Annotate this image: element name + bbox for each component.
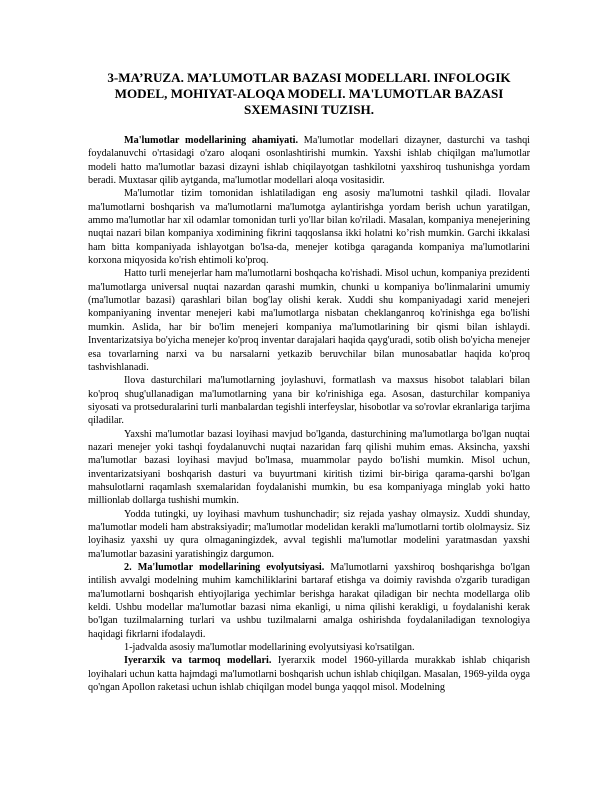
title-line-3: SXEMASINI TUZISH. xyxy=(243,102,374,117)
paragraph-8-text: 1-jadvalda asosiy ma'lumotlar modellarining evolyutsiyasi ko'rsatilgan. xyxy=(124,642,415,654)
lecture-title xyxy=(88,70,530,118)
paragraph-6 xyxy=(88,508,530,561)
paragraph-6-text: Yodda tutingki, uy loyihasi mavhum tushunchadir; siz rejada yashay olmaysiz. Xuddi shunday, ma'lumotlar modeli ham abstraksiyadir; ma'lumotlar modelidan kerakli ma'lumotlarni tortib ololmaysiz. Siz loyihasiz yaxshi uy qura olmaganingizdek, avval tegishli ma'lumotlar modelini yaratmasdan yaxshi ma'lumotlar bazasini yaratishingiz dargumon. xyxy=(88,508,530,560)
paragraph-5 xyxy=(88,428,530,508)
paragraph-1-text: Ma'lumotlar modellari dizayner, dasturchi va tashqi foydalanuvchi o'rtasidagi o'zaro aloqani osonlashtirishi mumkin. Yaxshi ishlab chiqilgan ma'lumotlar modeli hatto ma'lumotlar bazasi dizayni ishlab chiqilayotgan tashkilotni yaxshiroq tushunishga yordam beradi. Muxtasar qilib aytganda, ma'lumotlar modellari aloqa vositasidir. xyxy=(88,135,530,187)
paragraph-1 xyxy=(88,134,530,187)
paragraph-4-text: Ilova dasturchilari ma'lumotlarning joylashuvi, formatlash va maxsus hisobot talablari bilan ko'proq shug'ullanadigan ma'lumotlarning yana bir ko'rinishiga ega. Asosan, dasturchilar kompaniya siyosati va protseduralarini turli manbalardan tegishli interfeyslar, hisobotlar va so'rovlar ekranlariga tarjima qiladilar. xyxy=(88,375,530,427)
title-line-1: 3-MA’RUZA. MA’LUMOTLAR BAZASI MODELLARI. INFOLOGIK xyxy=(107,70,511,85)
paragraph-7 xyxy=(88,561,530,641)
paragraph-2-text: Ma'lumotlar tizim tomonidan ishlatiladigan eng asosiy ma'lumotni tashkil qiladi. Ilovalar ma'lumotlarni boshqarish va ma'lumotlarni ma'lumotga aylantirishga yordam berish uchun yaratilgan, ammo ma'lumotlar har xil odamlar tomonidan turli yo'llar bilan ko'riladi. Masalan, kompaniya menejerining nuqtai nazari bilan kompaniya xodimining fikrini taqqoslansa ikki holatni ko’rish mumkin. Garchi ikkalasi ham bitta kompaniyada ishlayotgan bo'lsa-da, menejer kotibga qaraganda kompaniya ma'lumotlarini korxona miqyosida ko'rish ehtimoli ko'proq. xyxy=(88,188,530,267)
paragraph-3 xyxy=(88,267,530,374)
paragraph-9-heading: Iyerarxik va tarmoq modellari. xyxy=(124,655,272,667)
paragraph-2 xyxy=(88,187,530,267)
paragraph-3-text: Hatto turli menejerlar ham ma'lumotlarni boshqacha ko'rishadi. Misol uchun, kompaniya prezidenti ma'lumotlarga universal nuqtai nazardan qarashi mumkin, chunki u kompaniya bo'linmalarini umumiy (ma'lumotlar bazasi) qarashlari bilan bog'lay olishi kerak. Xuddi shu kompaniyadagi xarid menejeri kompaniyaning inventar menejeri kabi ma'lumotlarga nisbatan cheklanganroq ko'rinishga ega bo'lishi mumkin. Aslida, har bir bo'lim menejeri kompaniya ma'lumotlarining bir qismi bilan ishlaydi. Inventarizatsiya bo'yicha menejer ko'proq inventar darajalari haqida qayg'uradi, sotib olish bo'yicha menejer esa tovarlarning narxi va bu narsalarni yetkazib beruvchilar bilan munosabatlar haqida ko'proq tashvishlanadi. xyxy=(88,268,530,373)
paragraph-8 xyxy=(88,641,530,654)
document-page xyxy=(88,70,530,694)
paragraph-1-heading: Ma'lumotlar modellarining ahamiyati. xyxy=(124,135,299,146)
paragraph-9-text: Iyerarxik model 1960-yillarda murakkab ishlab chiqarish loyihalari uchun katta hajmdagi ma'lumotlarni boshqarish uchun ishlab chiqilgan. Masalan, 1969-yilda oyga qo'ngan Apollon raketasi uchun ishlab chiqilgan model bunga yaqqol misol. Modelning xyxy=(88,655,531,694)
paragraph-7-heading: 2. Ma'lumotlar modellarining evolyutsiyasi. xyxy=(124,562,325,573)
title-line-2: MODEL, MOHIYAT-ALOQA MODELI. MA'LUMOTLAR BAZASI xyxy=(114,86,504,101)
paragraph-4 xyxy=(88,374,530,427)
paragraph-5-text: Yaxshi ma'lumotlar bazasi loyihasi mavjud bo'lganda, dasturchining ma'lumotlarga bo'lgan nuqtai nazari menejer yoki tashqi foydalanuvchi nuqtai nazaridan farq qilishi muhim emas. Aksincha, yaxshi ma'lumotlar bazasi loyihasi mavjud bo'lmasa, muammolar paydo bo'lishi mumkin. Misol uchun, inventarizatsiyani boshqarish dasturi va buyurtmani kiritish tizimi bir-biriga qarama-qarshi bo'lgan mahsulotlarni raqamlash sxemalaridan foydalanishi mumkin, bu esa kompaniyaga minglab yoki hatto millionlab dollarga tushishi mumkin. xyxy=(88,428,530,507)
paragraph-7-text: Ma'lumotlarni yaxshiroq boshqarishga bo'lgan intilish avvalgi modelning muhim kamchiliklarini bartaraf etishga va doimiy ravishda o'zgarib turadigan ma'lumotlarni boshqarish ehtiyojlariga yechimlar berishga harakat qiladigan bir nechta modellarga olib keldi. Ushbu modellar ma'lumotlar bazasi nima ekanligi, u nima qilishi kerakligi, u foydalanishi kerak bo'lgan tuzilmalarning turlari va ushbu tuzilmalarni amalga oshirishda foydalaniladigan texnologiya haqidagi fikrlarni ifodalaydi. xyxy=(88,562,530,640)
paragraph-9 xyxy=(88,654,530,694)
